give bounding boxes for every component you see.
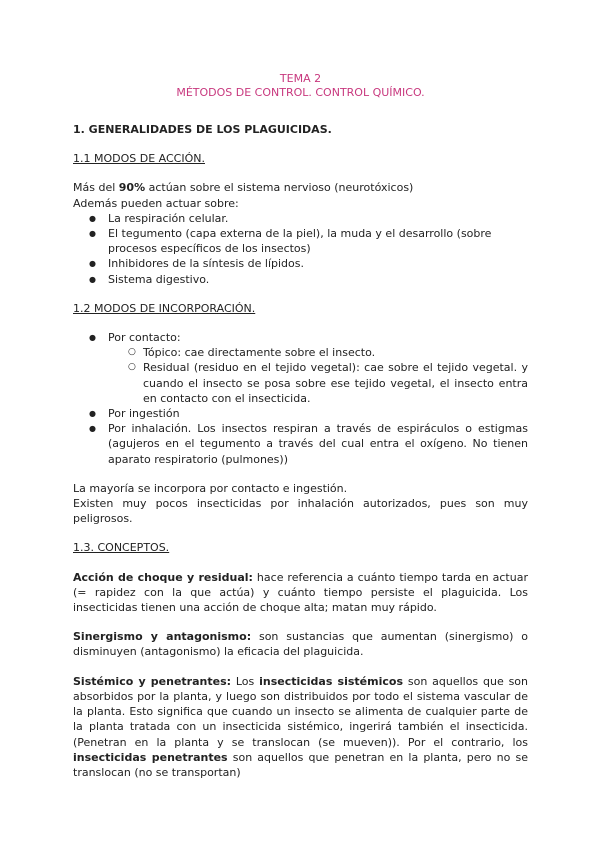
list-item: ● La respiración celular. bbox=[73, 211, 528, 226]
s11-line2: Además pueden actuar sobre: bbox=[73, 196, 239, 210]
list-subitem-topico: ○ Tópico: cae directamente sobre el insecto. bbox=[73, 345, 528, 360]
list-item: ● Sistema digestivo. bbox=[73, 272, 528, 287]
list-item-contacto: ● Por contacto: bbox=[73, 330, 528, 345]
list-item: ● El tegumento (capa externa de la piel), la muda y el desarrollo (sobre procesos específicos de los insectos) bbox=[73, 226, 528, 256]
concept-choque-residual: Acción de choque y residual: hace referencia a cuánto tiempo tarda en actuar (= rapidez con la que actúa) y cuánto tiempo persiste el plaguicida. Los insecticidas tienen una acción de choque alta; matan muy rápido. bbox=[73, 570, 528, 615]
tema-title: TEMA 2 bbox=[279, 72, 322, 85]
tema-subtitle: MÉTODOS DE CONTROL. CONTROL QUÍMICO. bbox=[176, 86, 425, 99]
section-1-1-heading: 1.1 MODOS DE ACCIÓN. bbox=[73, 152, 205, 166]
list-subitem-residual: ○ Residual (residuo en el tejido vegetal): cae sobre el tejido vegetal. y cuando el insecto se posa sobre ese tejido vegetal, el insecto entra en contacto con el insecticida. bbox=[73, 360, 528, 406]
section-1-heading: 1. GENERALIDADES DE LOS PLAGUICIDAS. bbox=[73, 123, 332, 136]
section-1-2-heading: 1.2 MODOS DE INCORPORACIÓN. bbox=[73, 301, 256, 315]
concept-sistemico: Sistémico y penetrantes: Los insecticidas sistémicos son aquellos que son absorbidos por la planta, y luego son distribuidos por todo el sistema vascular de la planta. Esto significa que cuando un insecto se alimenta de cualquier parte de la planta tratada con un insecticida sistémico, ingerirá también el insecticida. (Penetran en la planta y se translocan (se mueven)). Por el contrario, los insecticidas penetrantes son aquellos que penetran en la planta, pero no se translocan (no se transportan) bbox=[73, 674, 528, 779]
list-item: ● Inhibidores de la síntesis de lípidos. bbox=[73, 256, 528, 271]
s11-bullet-list bbox=[73, 211, 528, 287]
concept-sinergismo: Sinergismo y antagonismo: son sustancias que aumentan (sinergismo) o disminuyen (antagonismo) la eficacia del plaguicida. bbox=[73, 630, 528, 659]
s12-note1: La mayoría se incorpora por contacto e ingestión. bbox=[73, 481, 348, 495]
s12-bullet-list bbox=[73, 330, 528, 467]
document-page bbox=[73, 72, 528, 780]
section-1-3-heading: 1.3. CONCEPTOS. bbox=[73, 541, 170, 555]
s12-note2: Existen muy pocos insecticidas por inhalación autorizados, pues son muy peligrosos. bbox=[73, 497, 528, 526]
s11-line1: Más del 90% actúan sobre el sistema nervioso (neurotóxicos) bbox=[73, 181, 414, 195]
list-item-inhalacion: ● Por inhalación. Los insectos respiran a través de espiráculos o estigmas (agujeros en el tegumento a través del cual entra el oxígeno. No tienen aparato respiratorio (pulmones)) bbox=[73, 421, 528, 467]
list-item-ingestion: ● Por ingestión bbox=[73, 406, 528, 421]
